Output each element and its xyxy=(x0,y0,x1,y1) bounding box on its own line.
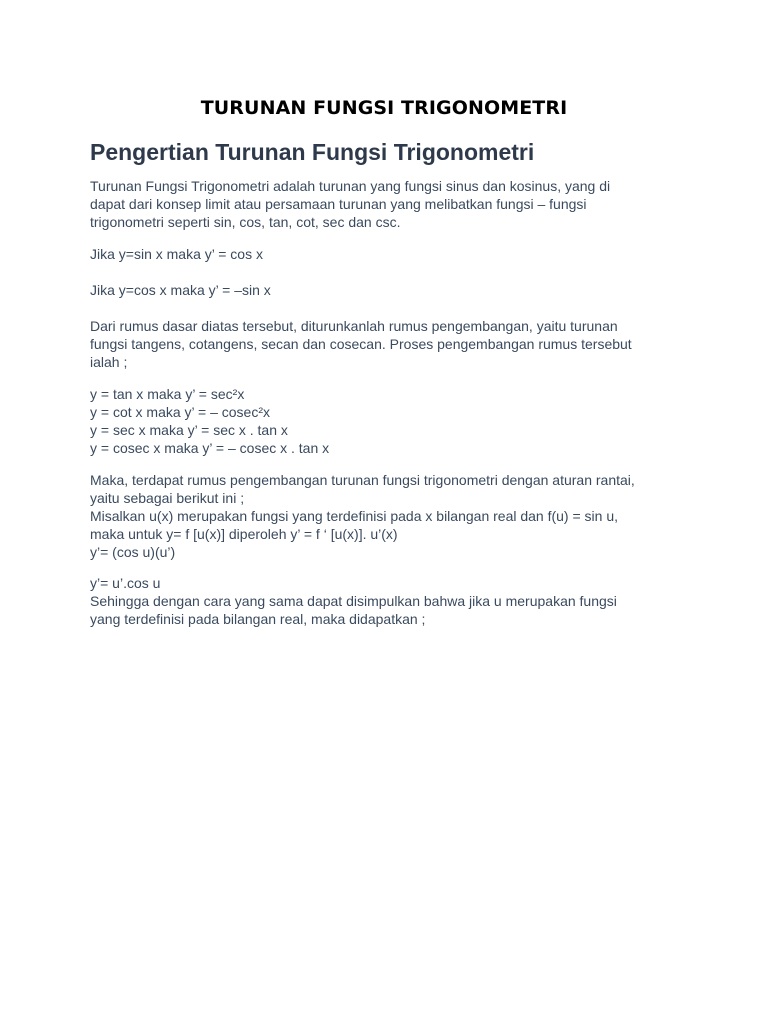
text-line: Dari rumus dasar diatas tersebut, diturunkanlah rumus pengembangan, yaitu turunan xyxy=(90,318,618,334)
intro-paragraph xyxy=(90,177,690,231)
text-line: Maka, terdapat rumus pengembangan turunan fungsi trigonometri dengan aturan rantai, xyxy=(90,472,635,488)
sin-rule-paragraph xyxy=(90,245,690,263)
formula-list xyxy=(90,385,690,457)
chain-rule-paragraph xyxy=(90,471,690,561)
text-line: Jika y=cos x maka y’ = –sin x xyxy=(90,282,271,298)
cos-rule-paragraph xyxy=(90,281,690,299)
text-line: Misalkan u(x) merupakan fungsi yang terdefinisi pada x bilangan real dan f(u) = sin u, xyxy=(90,508,619,524)
text-line: Jika y=sin x maka y’ = cos x xyxy=(90,246,263,262)
document-title: TURUNAN FUNGSI TRIGONOMETRI xyxy=(200,97,568,119)
text-line: ialah ; xyxy=(90,354,128,370)
development-paragraph xyxy=(90,317,690,371)
text-line: maka untuk y= f [u(x)] diperoleh y’ = f ‘ [u(x)]. u’(x) xyxy=(90,526,398,542)
text-line: Turunan Fungsi Trigonometri adalah turunan yang fungsi sinus dan kosinus, yang di xyxy=(90,178,611,194)
formula-line: y = tan x maka y’ = sec²x xyxy=(90,386,245,402)
text-line: fungsi tangens, cotangens, secan dan cosecan. Proses pengembangan rumus tersebut xyxy=(90,336,632,352)
formula-line: y = cosec x maka y’ = – cosec x . tan x xyxy=(90,440,330,456)
text-line: Sehingga dengan cara yang sama dapat disimpulkan bahwa jika u merupakan fungsi xyxy=(90,593,617,609)
text-line: trigonometri seperti sin, cos, tan, cot, sec dan csc. xyxy=(90,214,401,230)
text-line: yaitu sebagai berikut ini ; xyxy=(90,490,245,506)
formula-line: y = sec x maka y’ = sec x . tan x xyxy=(90,422,288,438)
text-line: dapat dari konsep limit atau persamaan turunan yang melibatkan fungsi – fungsi xyxy=(90,196,587,212)
formula-line: y = cot x maka y’ = – cosec²x xyxy=(90,404,270,420)
text-line: y’= (cos u)(u’) xyxy=(90,544,176,560)
section-heading: Pengertian Turunan Fungsi Trigonometri xyxy=(90,139,535,165)
text-line: y’= u’.cos u xyxy=(90,575,161,591)
text-line: yang terdefinisi pada bilangan real, maka didapatkan ; xyxy=(90,611,426,627)
conclusion-paragraph xyxy=(90,574,690,628)
